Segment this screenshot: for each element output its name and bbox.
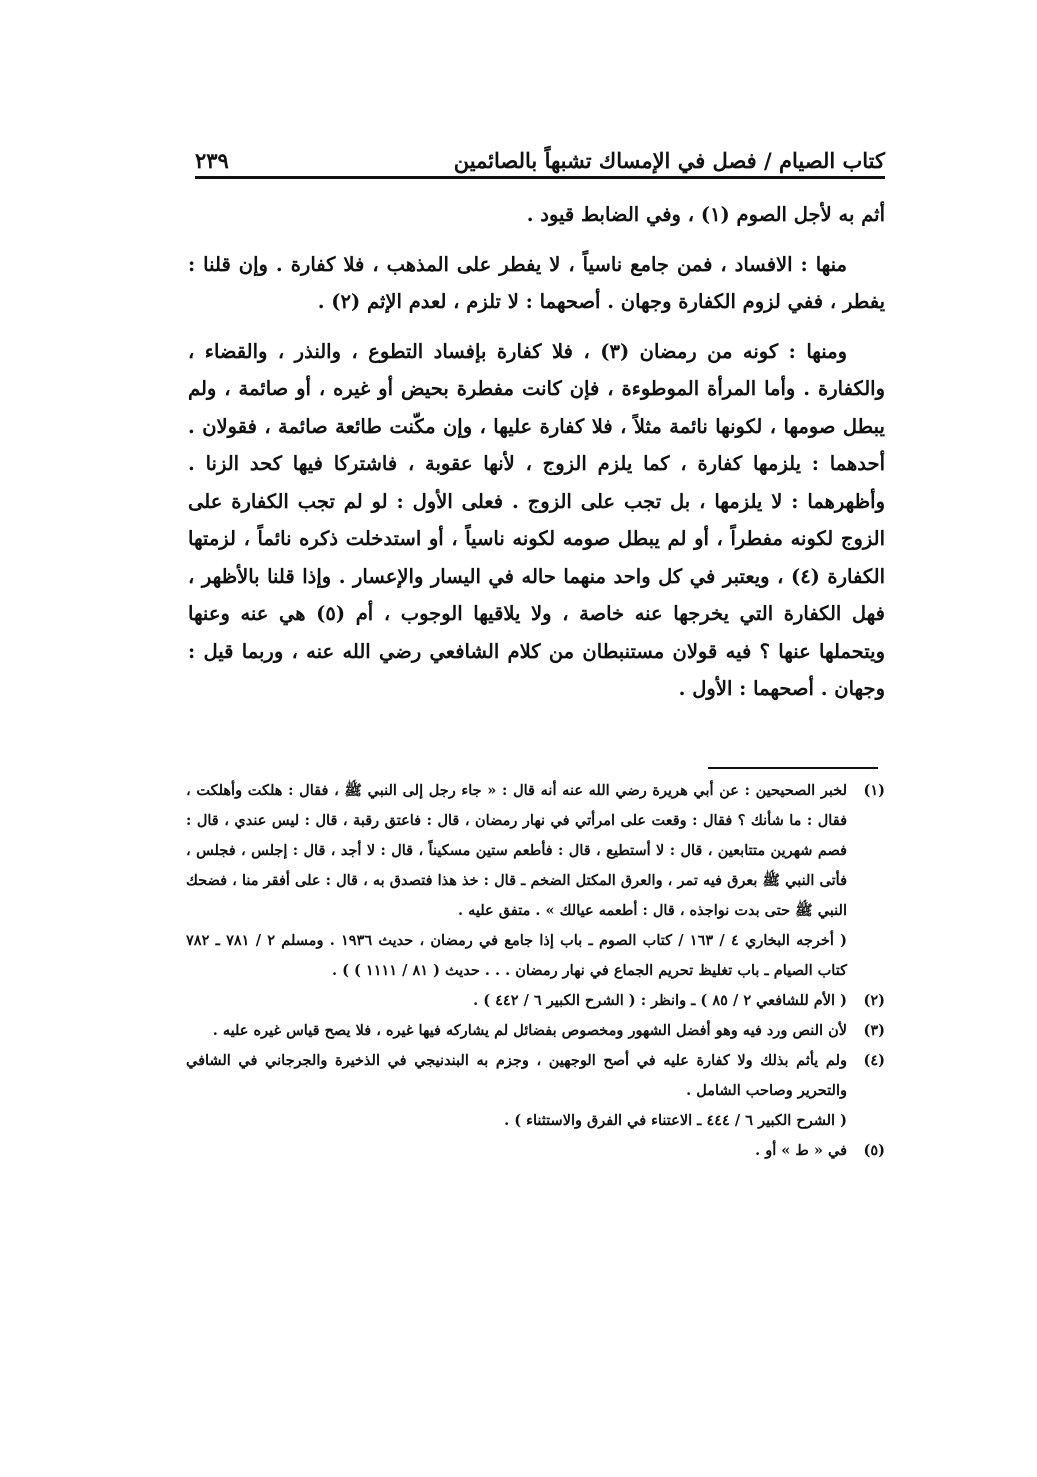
main-text [188, 196, 885, 708]
footnote-number: (٥) [863, 1142, 885, 1159]
footnote-text: ( الأم للشافعي ٢ / ٨٥ ) ـ وانظر : ( الشرح الكبير ٦ / ٤٤٢ ) . [473, 992, 847, 1009]
footnotes [186, 776, 885, 1166]
footnote-text: لخبر الصحيحين : عن أبي هريرة رضي الله عنه أنه قال : « جاء رجل إلى النبي ﷺ ، فقال : هلكت وأهلكت ، فقال : ما شأنك ؟ فقال : وقعت على امرأتي في نهار رمضان ، قال : فاعتق رقبة ، قال : ليس عندي ، قال : فصم شهرين متتابعين ، قال : لا أستطيع ، قال : فأطعم ستين مسكيناً ، قال : لا أجد ، قال : إجلس ، فجلس ، فأتى النبي ﷺ بعرق فيه تمر ، والعرق المكتل الضخم ـ قال : خذ هذا فتصدق به ، قال : على أفقر منا ، فضحك النبي ﷺ حتى بدت نواجذه ، قال : أطعمه عيالك » . متفق عليه . [186, 782, 847, 919]
footnote-2 [186, 986, 885, 1016]
paragraph-1: أثم به لأجل الصوم (١) ، وفي الضابط قيود . [526, 203, 885, 226]
running-header [195, 136, 885, 176]
footnote-3 [186, 1016, 885, 1046]
footnote-text: لأن النص ورد فيه وهو أفضل الشهور ومخصوص بفضائل لم يشاركه فيها غيره ، فلا يصح قياس غيره عليه . [212, 1022, 847, 1039]
footnote-number: (٣) [863, 1022, 885, 1039]
footnote-number: (٤) [863, 1052, 885, 1069]
paragraph-2: منها : الافساد ، فمن جامع ناسياً ، لا يفطر على المذهب ، فلا كفارة . وإن قلنا : يفطر ، ففي لزوم الكفارة وجهان . أصحهما : لا تلزم ، لعدم الإثم (٢) . [188, 252, 885, 313]
footnote-4 [186, 1046, 885, 1136]
footnote-text: في « ط » أو . [755, 1142, 847, 1159]
footnote-number: (١) [863, 782, 885, 799]
header-title: كتاب الصيام / فصل في الإمساك تشبهاً بالصائمين [453, 148, 885, 173]
footnote-text: ولم يأثم بذلك ولا كفارة عليه في أصح الوجهين ، وجزم به البندنيجي في الذخيرة والجرجاني في الشافي والتحرير وصاحب الشامل . [186, 1052, 847, 1099]
footnote-divider [708, 767, 878, 769]
header-divider [195, 176, 885, 179]
footnote-number: (٢) [863, 992, 885, 1009]
footnote-1 [186, 776, 885, 986]
footnote-5 [186, 1136, 885, 1166]
footnote-citation: ( الشرح الكبير ٦ / ٤٤٤ ـ الاعتناء في الفرق والاستثناء ) . [504, 1112, 847, 1129]
page-number: ٢٣٩ [195, 148, 229, 173]
footnote-citation: ( أخرجه البخاري ٤ / ١٦٣ / كتاب الصوم ـ باب إذا جامع في رمضان ، حديث ١٩٣٦ . ومسلم ٢ / ٧٨١ ـ ٧٨٢ كتاب الصيام ـ باب تغليظ تحريم الجماع في نهار رمضان . . . حديث ( ٨١ / ١١١١ ) ) . [186, 932, 847, 979]
paragraph-3: ومنها : كونه من رمضان (٣) ، فلا كفارة بإفساد التطوع ، والنذر ، والقضاء ، والكفارة . وأما المرأة الموطوءة ، فإن كانت مفطرة بحيض أو غيره ، أو صائمة ، ولم يبطل صومها ، لكونها نائمة مثلاً ، فلا كفارة عليها ، وإن مكّنت طائعة صائمة ، فقولان . أحدهما : يلزمها كفارة ، كما يلزم الزوج ، لأنها عقوبة ، فاشتركا فيها كحد الزنا . وأظهرهما : لا يلزمها ، بل تجب على الزوج . فعلى الأول : لو لم تجب الكفارة على الزوج لكونه مفطراً ، أو لم يبطل صومه لكونه ناسياً ، أو استدخلت ذكره نائماً ، لزمتها الكفارة (٤) ، ويعتبر في كل واحد منهما حاله في اليسار والإعسار . وإذا قلنا بالأظهر ، فهل الكفارة التي يخرجها عنه خاصة ، ولا يلاقيها الوجوب ، أم (٥) هي عنه وعنها ويتحملها عنها ؟ فيه قولان مستنبطان من كلام الشافعي رضي الله عنه ، وربما قيل : وجهان . أصحهما : الأول . [188, 339, 885, 700]
